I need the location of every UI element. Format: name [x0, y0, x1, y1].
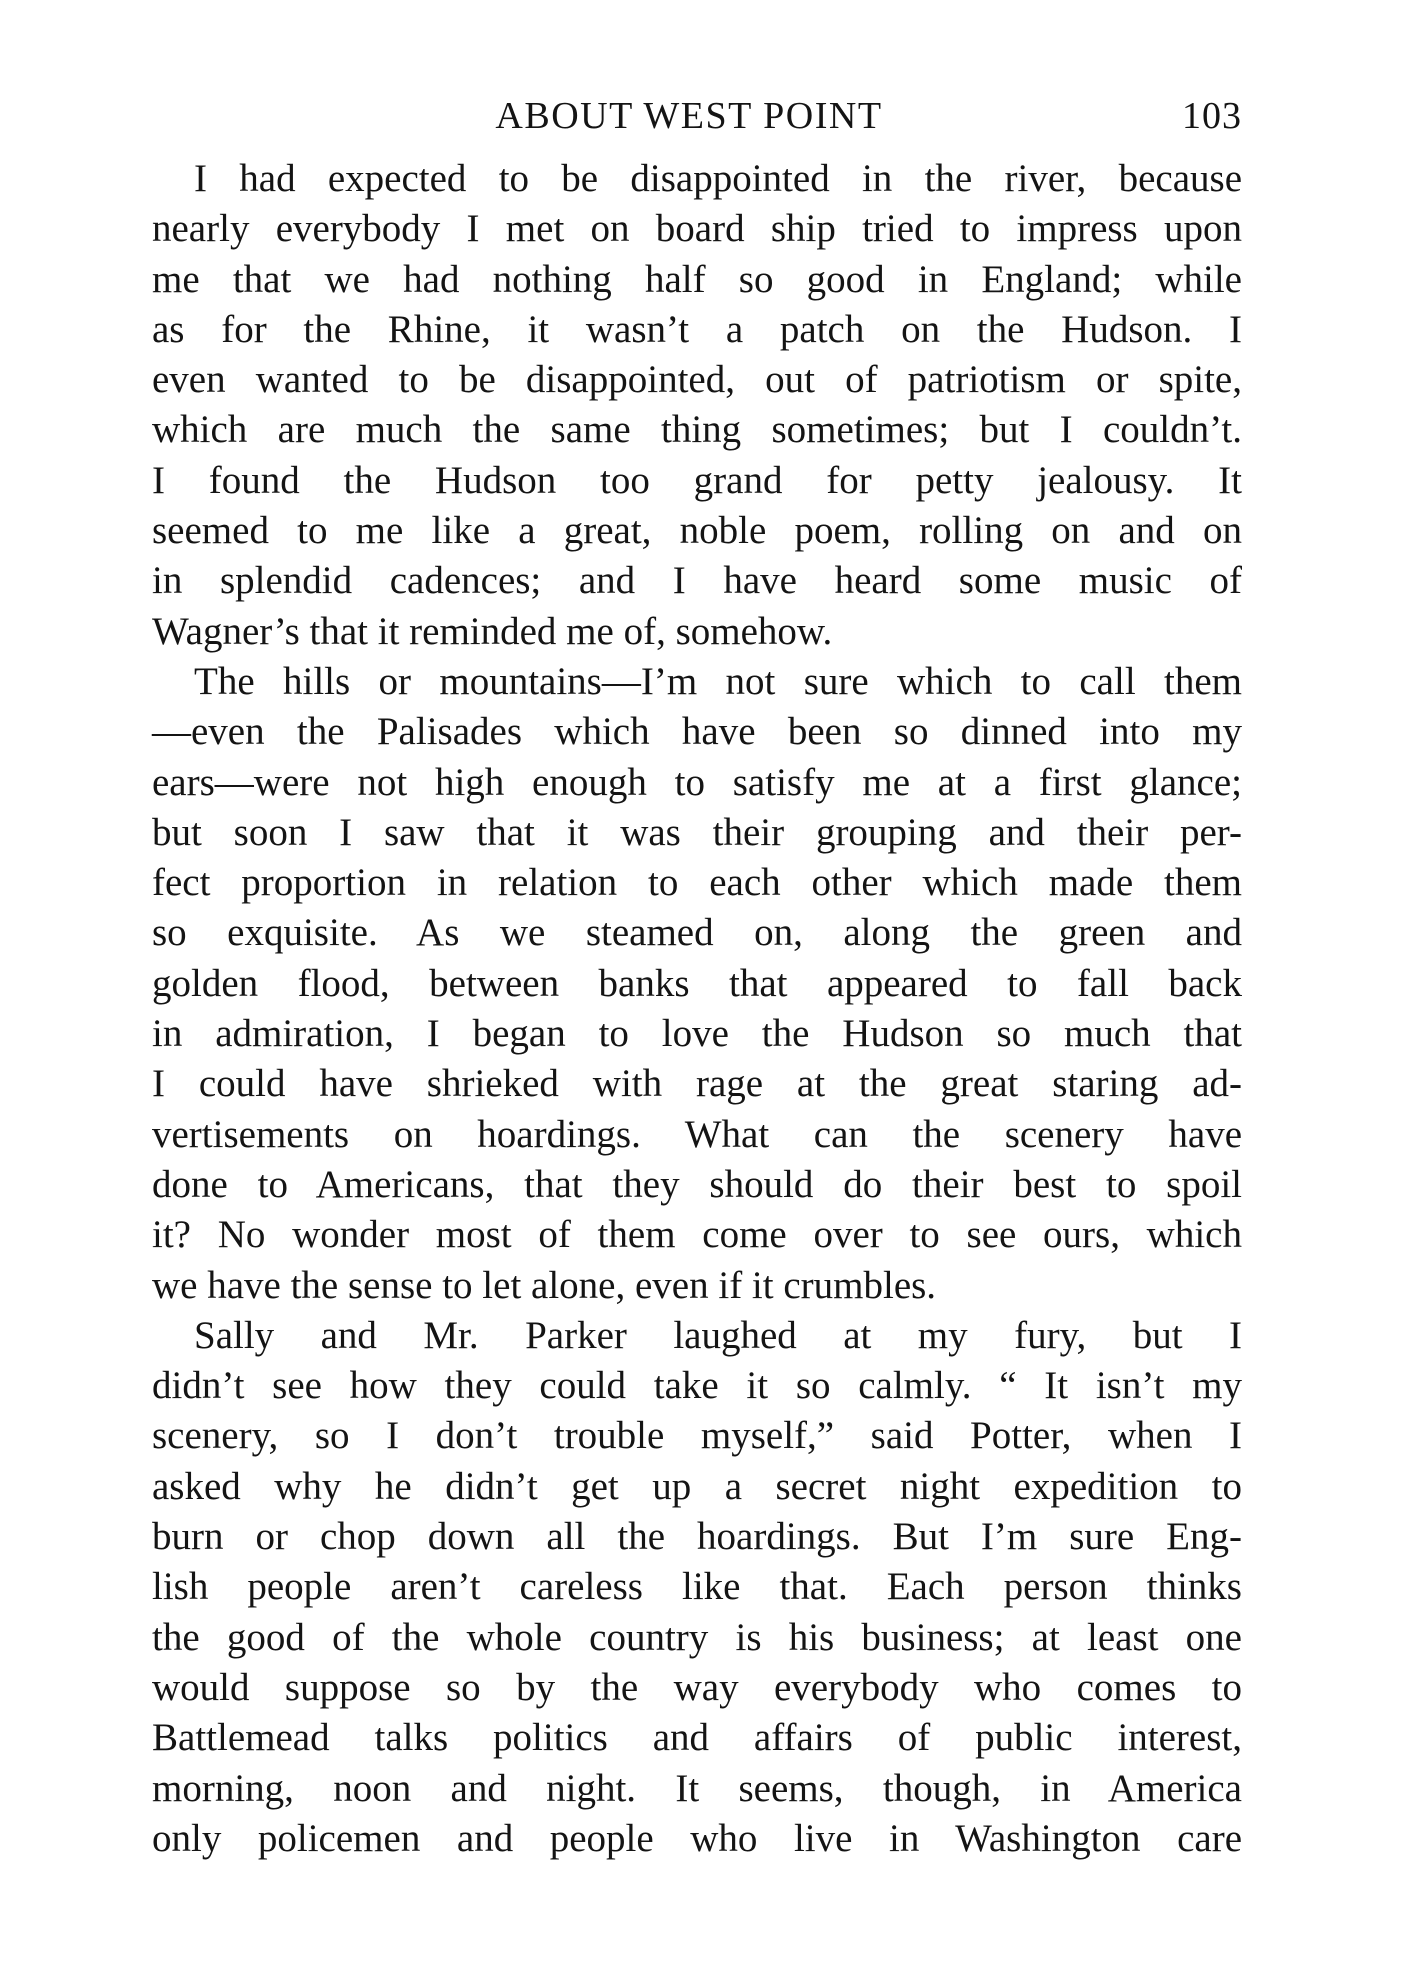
running-header: [152, 88, 1242, 144]
text-line: The hills or mountains—I’m not sure which to call them: [194, 659, 1242, 703]
text-line: scenery, so I don’t trouble myself,” said Potter, when I: [152, 1414, 1242, 1458]
text-line: the good of the whole country is his business; at least one: [152, 1615, 1242, 1659]
text-line: Wagner’s that it reminded me of, somehow.: [152, 609, 833, 653]
text-line: we have the sense to let alone, even if it crumbles.: [152, 1263, 937, 1307]
page-number: 103: [1182, 95, 1242, 137]
paragraph-2: [152, 657, 1242, 1311]
text-line: but soon I saw that it was their grouping and their per-: [152, 810, 1242, 854]
text-line: it? No wonder most of them come over to see ours, which: [152, 1213, 1242, 1257]
text-line: fect proportion in relation to each other which made them: [152, 861, 1242, 905]
text-line: nearly everybody I met on board ship tried to impress upon: [152, 207, 1242, 251]
text-line: morning, noon and night. It seems, though, in America: [152, 1766, 1242, 1810]
running-title: ABOUT WEST POINT: [495, 95, 883, 137]
text-line: Battlemead talks politics and affairs of public interest,: [152, 1716, 1242, 1760]
text-line: Sally and Mr. Parker laughed at my fury, but I: [194, 1313, 1242, 1357]
body-text: [152, 154, 1242, 1864]
text-line: seemed to me like a great, noble poem, rolling on and on: [152, 509, 1242, 553]
text-line: —even the Palisades which have been so dinned into my: [152, 710, 1242, 754]
text-line: would suppose so by the way everybody who comes to: [152, 1665, 1242, 1709]
text-line: in admiration, I began to love the Hudson so much that: [152, 1012, 1242, 1056]
text-line: burn or chop down all the hoardings. But I’m sure Eng-: [152, 1515, 1242, 1559]
text-line: lish people aren’t careless like that. Each person thinks: [152, 1565, 1242, 1609]
text-line: which are much the same thing sometimes; but I couldn’t.: [152, 408, 1242, 452]
text-line: even wanted to be disappointed, out of patriotism or spite,: [152, 358, 1242, 402]
text-line: asked why he didn’t get up a secret night expedition to: [152, 1464, 1242, 1508]
text-line: didn’t see how they could take it so calmly. “ It isn’t my: [152, 1364, 1242, 1408]
text-line: as for the Rhine, it wasn’t a patch on the Hudson. I: [152, 307, 1242, 351]
text-line: golden flood, between banks that appeared to fall back: [152, 961, 1242, 1005]
text-line: I could have shrieked with rage at the great staring ad-: [152, 1062, 1242, 1106]
text-line: done to Americans, that they should do their best to spoil: [152, 1162, 1242, 1206]
book-page: [152, 0, 1242, 1988]
text-line: I found the Hudson too grand for petty jealousy. It: [152, 458, 1242, 502]
text-line: vertisements on hoardings. What can the scenery have: [152, 1112, 1242, 1156]
paragraph-1: [152, 154, 1242, 657]
text-line: only policemen and people who live in Washington care: [152, 1816, 1242, 1860]
text-line: in splendid cadences; and I have heard some music of: [152, 559, 1242, 603]
text-line: me that we had nothing half so good in England; while: [152, 257, 1242, 301]
text-line: so exquisite. As we steamed on, along the green and: [152, 911, 1242, 955]
paragraph-3: [152, 1311, 1242, 1864]
text-line: I had expected to be disappointed in the river, because: [194, 157, 1242, 200]
text-line: ears—were not high enough to satisfy me at a first glance;: [152, 760, 1242, 804]
